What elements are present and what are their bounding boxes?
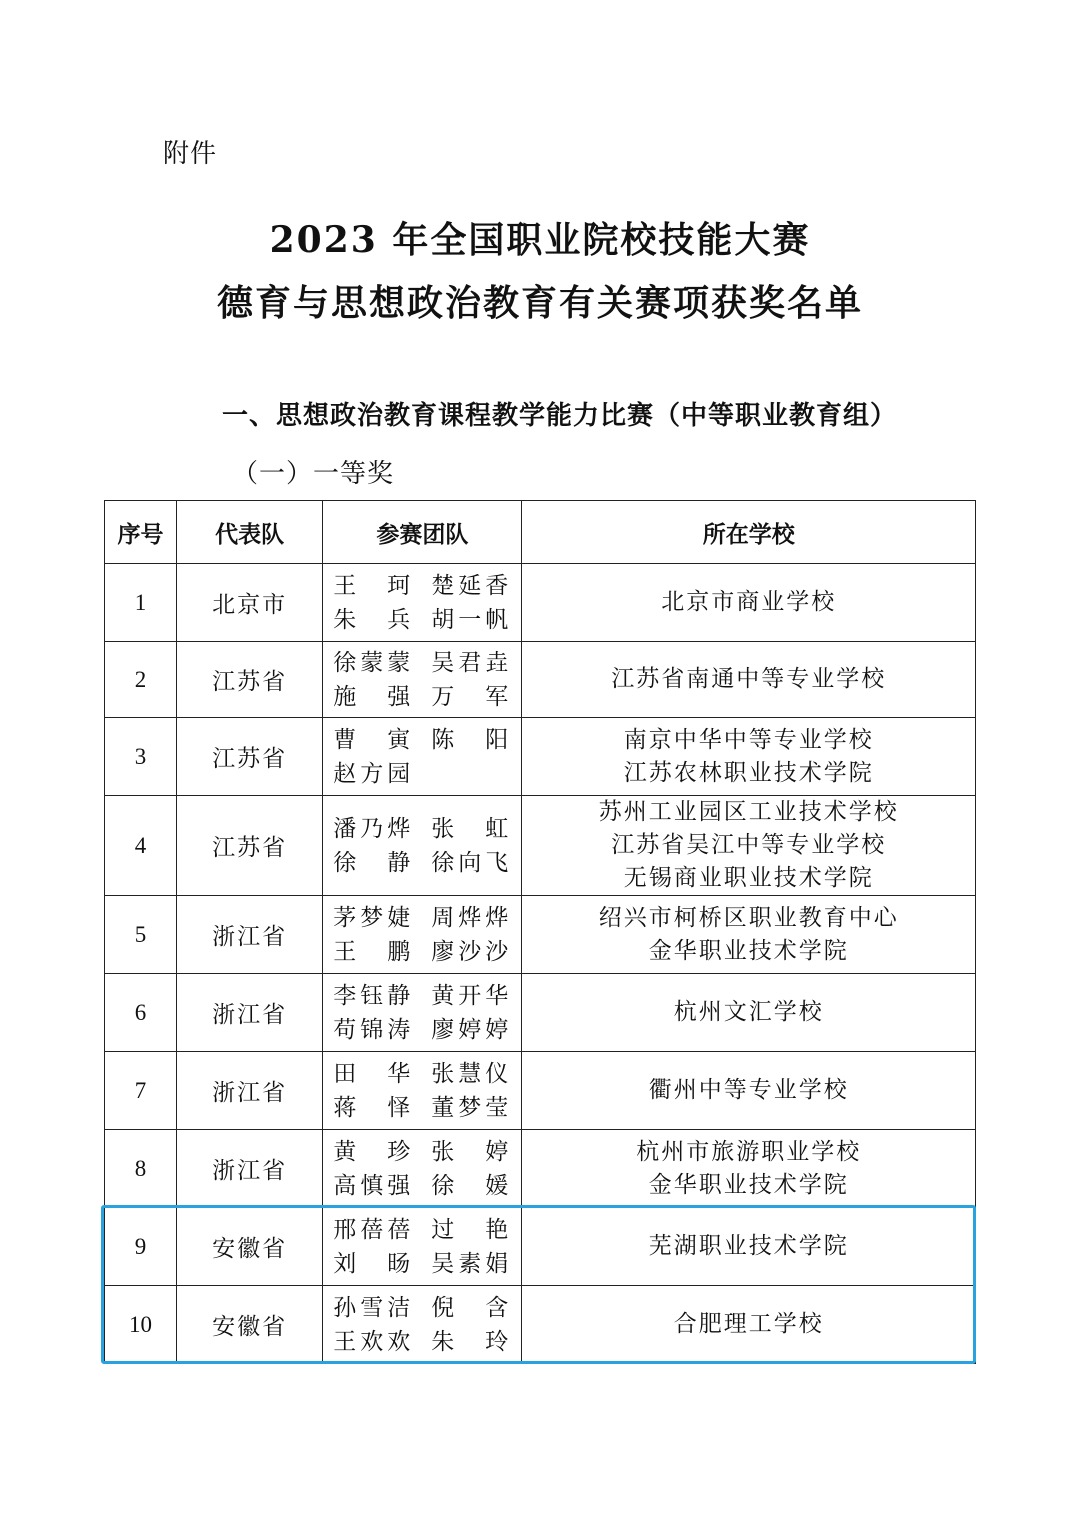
team-member-name: 潘乃烨 [333, 815, 412, 842]
school-name: 江苏省南通中等专业学校 [611, 666, 887, 692]
row-region: 北京市 [177, 564, 323, 642]
team-member-line [333, 1013, 509, 1047]
table-row [105, 1208, 976, 1286]
team-member-name: 张 婷 [431, 1138, 510, 1165]
row-team-members [323, 796, 522, 896]
school-name: 衢州中等专业学校 [648, 1077, 849, 1103]
team-member-name [431, 757, 509, 791]
team-member-name: 孙雪洁 [333, 1294, 412, 1321]
row-schools [522, 1130, 976, 1208]
row-number: 4 [105, 796, 177, 896]
document-title-line1: 2023 年全国职业院校技能大赛 [269, 219, 811, 261]
team-member-line [333, 1325, 509, 1359]
team-member-name: 曹 寅 [333, 726, 412, 753]
awards-table [104, 500, 976, 1364]
table-row [105, 718, 976, 796]
row-team-members [323, 974, 522, 1052]
team-member-line [333, 1057, 509, 1091]
team-member-name: 廖婷婷 [431, 1016, 510, 1043]
team-member-line [333, 723, 509, 757]
row-region: 浙江省 [177, 1052, 323, 1130]
team-member-name: 王欢欢 [333, 1328, 412, 1355]
team-member-name: 蒋 怿 [333, 1094, 412, 1121]
school-name: 无锡商业职业技术学院 [623, 865, 874, 891]
table-row [105, 974, 976, 1052]
row-region: 安徽省 [177, 1208, 323, 1286]
team-member-name: 廖沙沙 [431, 938, 510, 965]
team-member-name: 黄开华 [431, 982, 510, 1009]
team-member-name: 周烨烨 [431, 904, 510, 931]
header-no: 序号 [105, 501, 177, 564]
row-number: 7 [105, 1052, 177, 1130]
team-member-name: 陈 阳 [431, 726, 510, 753]
row-schools [522, 642, 976, 718]
team-member-line [333, 846, 509, 880]
row-team-members [323, 1208, 522, 1286]
team-member-name: 朱 玲 [431, 1328, 510, 1355]
team-member-name: 胡一帆 [431, 606, 510, 633]
team-member-line [333, 1135, 509, 1169]
row-number: 3 [105, 718, 177, 796]
school-name: 苏州工业园区工业技术学校 [598, 799, 899, 825]
table-row [105, 642, 976, 718]
team-member-name: 万 军 [431, 683, 510, 710]
team-member-name: 朱 兵 [333, 606, 412, 633]
team-member-line [333, 1213, 509, 1247]
team-member-name: 刘 旸 [333, 1250, 412, 1277]
table-row [105, 1130, 976, 1208]
header-school: 所在学校 [522, 501, 976, 564]
row-schools [522, 1052, 976, 1130]
team-member-name: 王 鹏 [333, 938, 412, 965]
row-number: 9 [105, 1208, 177, 1286]
team-member-name: 张慧仪 [431, 1060, 510, 1087]
row-region: 江苏省 [177, 796, 323, 896]
row-schools [522, 1286, 976, 1364]
team-member-name: 邢蓓蓓 [333, 1216, 412, 1243]
team-member-name: 李钰静 [333, 982, 412, 1009]
team-member-name: 黄 珍 [333, 1138, 412, 1165]
school-name: 金华职业技术学院 [648, 1171, 849, 1198]
team-member-line [333, 603, 509, 637]
row-team-members [323, 1052, 522, 1130]
team-member-line [333, 569, 509, 603]
team-member-line [333, 1169, 509, 1203]
school-name: 金华职业技术学院 [648, 937, 849, 964]
row-number: 5 [105, 896, 177, 974]
row-team-members [323, 1286, 522, 1364]
school-name: 江苏省吴江中等专业学校 [611, 832, 887, 858]
team-member-name: 徐 静 [333, 849, 412, 876]
team-member-line [333, 680, 509, 714]
header-team: 参赛团队 [323, 501, 522, 564]
team-member-name: 徐向飞 [431, 849, 510, 876]
team-member-line [333, 646, 509, 680]
row-team-members [323, 564, 522, 642]
team-member-line [333, 1247, 509, 1281]
school-name: 江苏农林职业技术学院 [623, 759, 874, 786]
team-member-name: 施 强 [333, 683, 412, 710]
school-name: 杭州市旅游职业学校 [636, 1138, 862, 1165]
team-member-name: 倪 含 [431, 1294, 510, 1321]
school-name: 合肥理工学校 [673, 1311, 824, 1337]
table-header-row [105, 501, 976, 564]
table-row [105, 1052, 976, 1130]
school-name: 北京市商业学校 [661, 589, 837, 615]
team-member-name: 王 珂 [333, 572, 412, 599]
row-schools [522, 564, 976, 642]
school-name: 杭州文汇学校 [673, 999, 824, 1025]
team-member-name: 徐 媛 [431, 1172, 510, 1199]
team-member-line [333, 935, 509, 969]
row-region: 江苏省 [177, 718, 323, 796]
team-member-name: 茅梦婕 [333, 904, 412, 931]
team-member-name: 高慎强 [333, 1172, 412, 1199]
table-row [105, 796, 976, 896]
row-region: 浙江省 [177, 974, 323, 1052]
row-schools [522, 1208, 976, 1286]
team-member-name: 张 虹 [431, 815, 510, 842]
team-member-line [333, 757, 509, 791]
document-title-line2: 德育与思想政治教育有关赛项获奖名单 [216, 282, 863, 324]
team-member-name: 董梦莹 [431, 1094, 510, 1121]
row-team-members [323, 718, 522, 796]
row-number: 6 [105, 974, 177, 1052]
header-region: 代表队 [177, 501, 323, 564]
section-heading: 一、思想政治教育课程教学能力比赛（中等职业教育组） [222, 401, 898, 431]
team-member-name: 楚延香 [431, 572, 510, 599]
row-region: 安徽省 [177, 1286, 323, 1364]
table-row [105, 1286, 976, 1364]
row-number: 2 [105, 642, 177, 718]
row-schools [522, 796, 976, 896]
team-member-line [333, 979, 509, 1013]
team-member-name: 苟锦涛 [333, 1016, 412, 1043]
row-schools [522, 974, 976, 1052]
team-member-line [333, 1091, 509, 1125]
table-row [105, 564, 976, 642]
row-number: 1 [105, 564, 177, 642]
row-region: 江苏省 [177, 642, 323, 718]
row-team-members [323, 642, 522, 718]
team-member-line [333, 1291, 509, 1325]
team-member-name: 徐蒙蒙 [333, 649, 412, 676]
table-row [105, 896, 976, 974]
school-name: 南京中华中等专业学校 [623, 726, 874, 753]
row-team-members [323, 896, 522, 974]
team-member-line [333, 812, 509, 846]
row-region: 浙江省 [177, 1130, 323, 1208]
row-number: 10 [105, 1286, 177, 1364]
team-member-name: 吴君垚 [431, 649, 510, 676]
attachment-label: 附件 [163, 139, 218, 169]
row-team-members [323, 1130, 522, 1208]
team-member-name: 吴素娟 [431, 1250, 510, 1277]
row-number: 8 [105, 1130, 177, 1208]
row-schools [522, 718, 976, 796]
team-member-name: 过 艳 [431, 1216, 510, 1243]
row-schools [522, 896, 976, 974]
team-member-name: 田 华 [333, 1060, 412, 1087]
award-subheading: （一）一等奖 [232, 459, 395, 489]
school-name: 芜湖职业技术学院 [648, 1233, 849, 1259]
team-member-name: 赵方园 [333, 760, 412, 787]
row-region: 浙江省 [177, 896, 323, 974]
team-member-line [333, 901, 509, 935]
school-name: 绍兴市柯桥区职业教育中心 [598, 904, 899, 931]
